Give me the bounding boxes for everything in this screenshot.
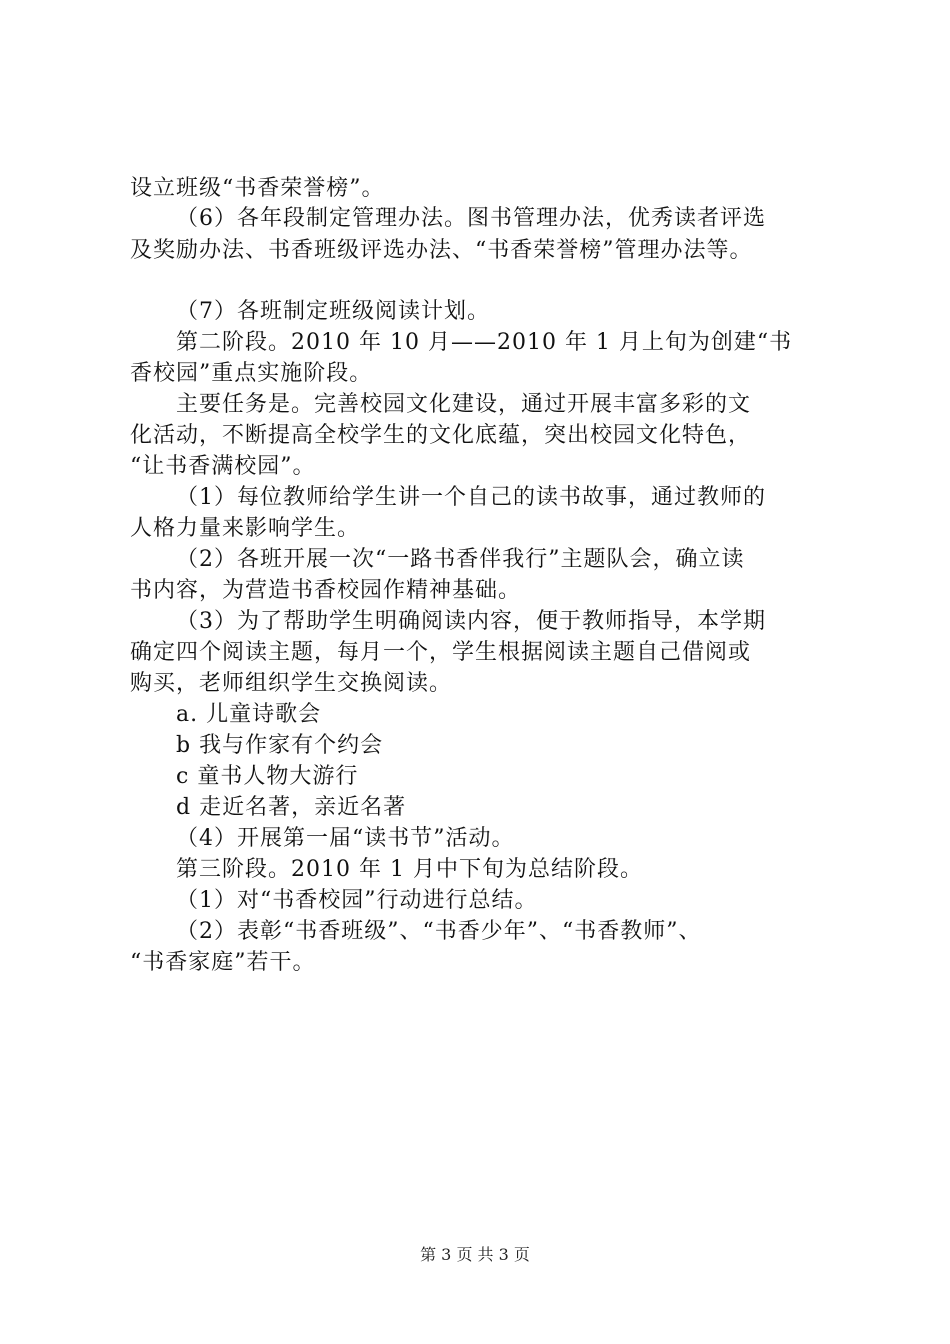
text-line: 第二阶段。2010 年 10 月——2010 年 1 月上旬为创建“书 xyxy=(176,330,793,355)
page-footer: 第 3 页 共 3 页 xyxy=(420,1245,530,1264)
list-item: c 童书人物大游行 xyxy=(176,764,359,789)
text-line: （6）各年段制定管理办法。图书管理办法，优秀读者评选 xyxy=(176,206,766,231)
text-line: “书香家庭”若干。 xyxy=(130,950,316,975)
text-line: （4）开展第一届“读书节”活动。 xyxy=(176,826,515,851)
text-line: 主要任务是。完善校园文化建设，通过开展丰富多彩的文 xyxy=(176,392,752,417)
text-line: （7）各班制定班级阅读计划。 xyxy=(176,299,490,324)
list-item: a. 儿童诗歌会 xyxy=(176,702,322,727)
text-line: 人格力量来影响学生。 xyxy=(130,516,361,541)
text-line: “让书香满校园”。 xyxy=(130,454,316,479)
text-line: （2）各班开展一次“一路书香伴我行”主题队会，确立读 xyxy=(176,547,745,572)
text-line: 及奖励办法、书香班级评选办法、“书香荣誉榜”管理办法等。 xyxy=(130,238,753,263)
text-line: （3）为了帮助学生明确阅读内容，便于教师指导，本学期 xyxy=(176,609,766,634)
text-line: 确定四个阅读主题，每月一个，学生根据阅读主题自己借阅或 xyxy=(130,640,752,665)
text-line: 设立班级“书香荣誉榜”。 xyxy=(130,176,385,201)
text-line: 购买，老师组织学生交换阅读。 xyxy=(130,671,453,696)
text-line: 第三阶段。2010 年 1 月中下旬为总结阶段。 xyxy=(176,857,643,882)
text-line: 书内容，为营造书香校园作精神基础。 xyxy=(130,578,522,603)
text-line: 化活动，不断提高全校学生的文化底蕴，突出校园文化特色， xyxy=(130,423,752,448)
list-item: b 我与作家有个约会 xyxy=(176,733,384,758)
text-line: （1）每位教师给学生讲一个自己的读书故事，通过教师的 xyxy=(176,485,766,510)
list-item: d 走近名著，亲近名著 xyxy=(176,795,407,820)
text-line: 香校园”重点实施阶段。 xyxy=(130,361,373,386)
text-line: （1）对“书香校园”行动进行总结。 xyxy=(176,888,538,913)
text-line: （2）表彰“书香班级”、“书香少年”、“书香教师”、 xyxy=(176,919,702,944)
